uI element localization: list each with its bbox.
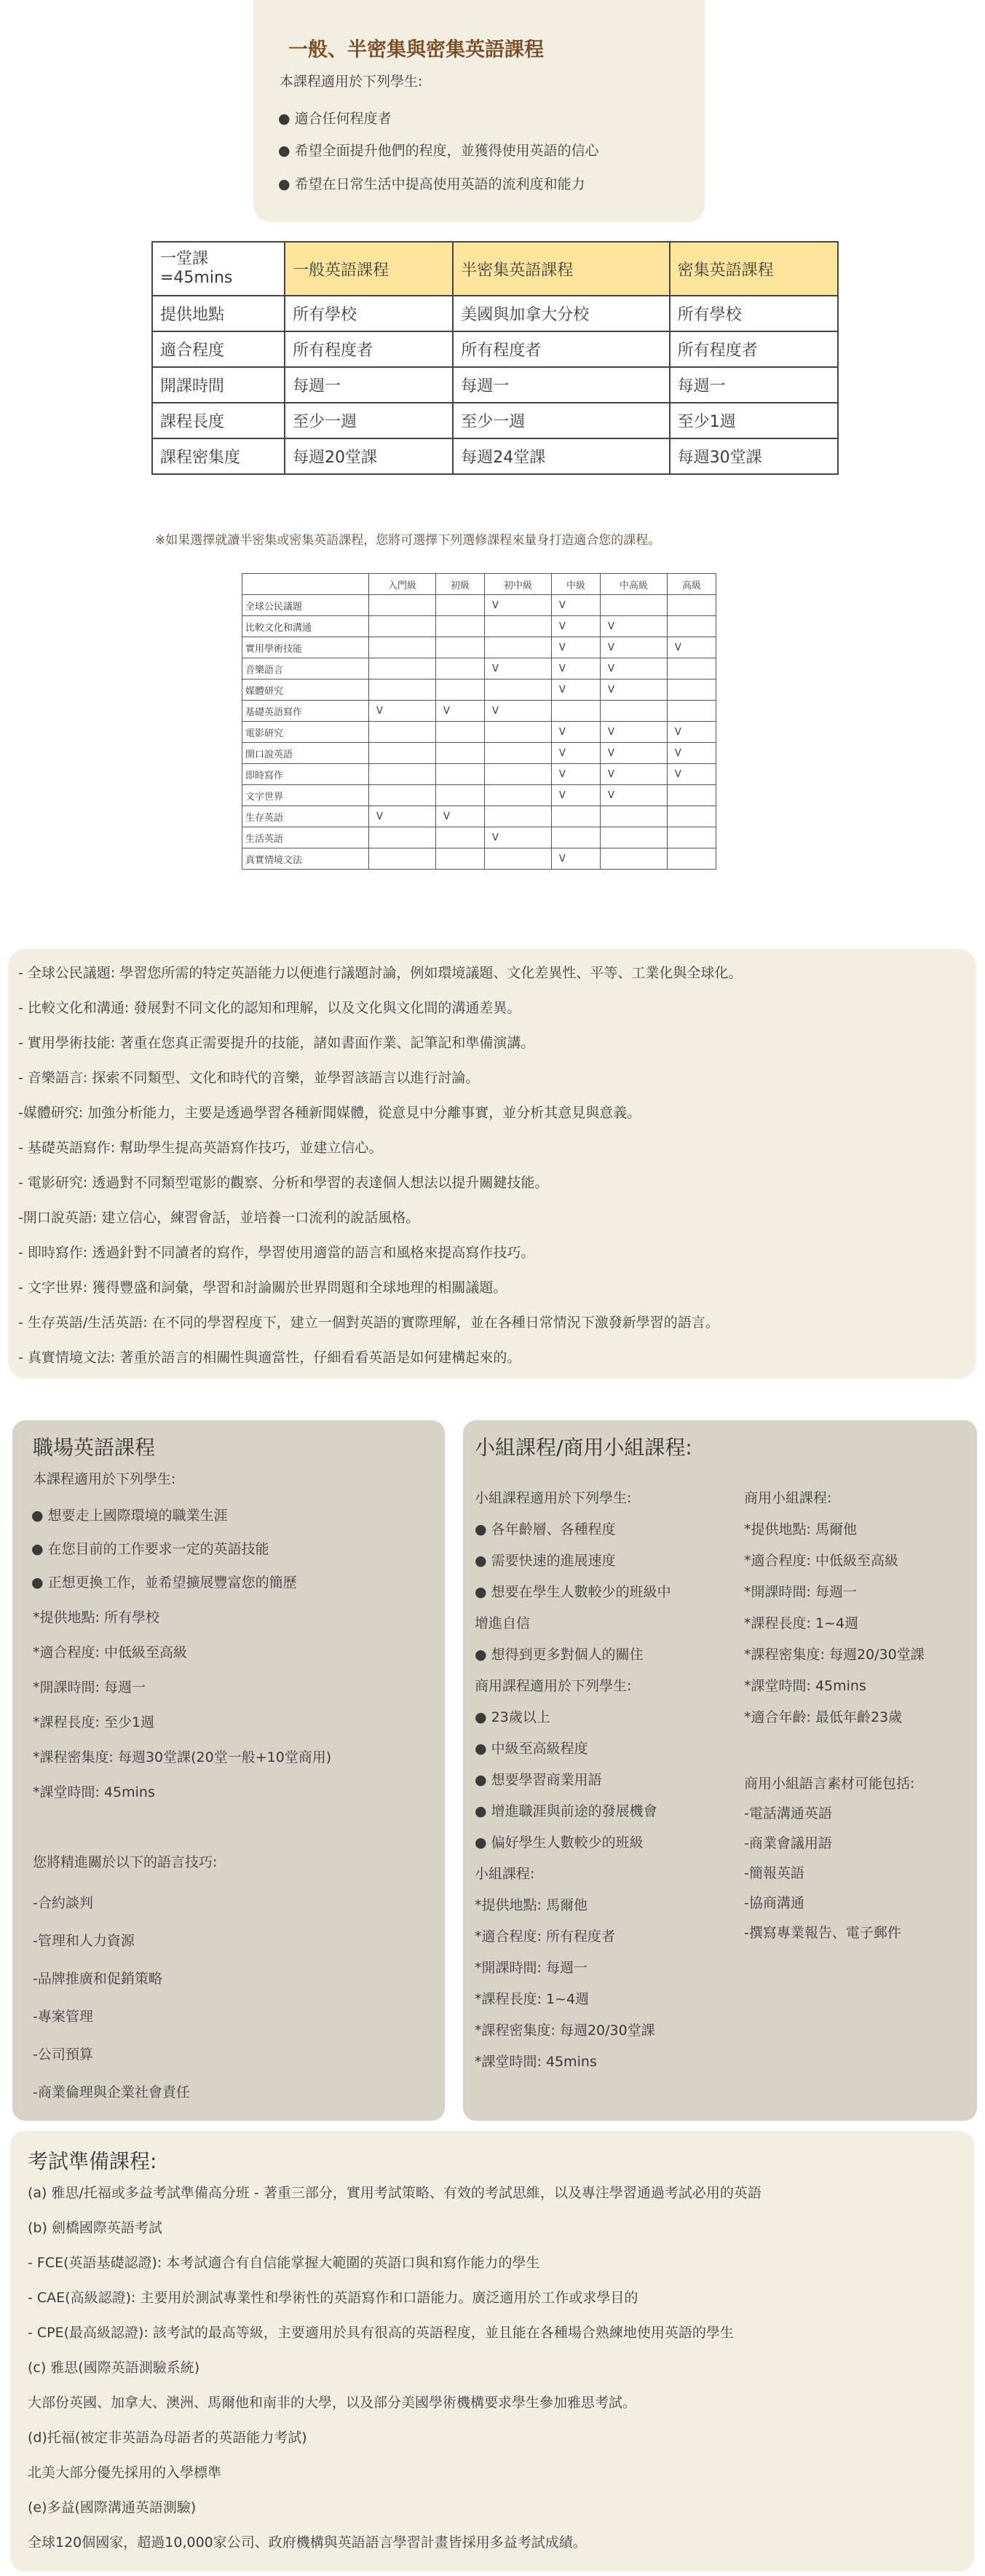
group-line: *課堂時間: 45mins xyxy=(475,2054,597,2070)
table-row xyxy=(242,595,716,616)
material-item: -協商溝通 xyxy=(744,1895,804,1911)
table-cell xyxy=(435,680,484,701)
table-cell: 至少一週 xyxy=(453,403,669,438)
workplace-detail: *適合程度: 中低級至高級 xyxy=(33,1645,187,1661)
elective-definitions-panel xyxy=(8,949,976,1379)
workplace-detail: *課堂時間: 45mins xyxy=(33,1784,155,1800)
group-line: ● 增進職涯與前途的發展機會 xyxy=(475,1800,657,1820)
exam-line: - CPE(最高級認證): 該考試的最高等級，主要適用於具有很高的英語程度，並且能在各種場合熟練地使用英語的學生 xyxy=(28,2325,734,2341)
exam-line: (e)多益(國際溝通英語測驗) xyxy=(28,2500,197,2516)
table-cell: V xyxy=(484,827,551,848)
workplace-skill: -專案管理 xyxy=(33,2009,93,2025)
table-cell xyxy=(369,658,436,680)
table-cell xyxy=(667,658,716,680)
table-cell: 課程密集度 xyxy=(152,438,285,474)
table-cell xyxy=(435,637,484,658)
table-cell: V xyxy=(551,637,600,658)
table-cell: 每週20堂課 xyxy=(285,438,453,474)
elective-note: ※如果選擇就讀半密集或密集英語課程，您將可選擇下列選修課程來量身打造適合您的課程。 xyxy=(155,533,661,548)
workplace-skill: -合約談判 xyxy=(33,1895,93,1911)
business-group-line: *開課時間: 每週一 xyxy=(744,1584,857,1600)
group-line: 增進自信 xyxy=(475,1615,531,1631)
table-cell xyxy=(369,595,436,616)
table-row xyxy=(242,785,716,806)
table-header: 一般英語課程 xyxy=(285,242,453,296)
group-line: *課程密集度: 每週20/30堂課 xyxy=(475,2022,655,2039)
table-cell xyxy=(435,658,484,680)
table-row xyxy=(242,848,716,870)
exam-line: 北美大部分優先採用的入學標準 xyxy=(28,2465,222,2481)
business-group-line: *課程長度: 1~4週 xyxy=(744,1615,859,1631)
table-row xyxy=(242,637,716,658)
group-line: ● 各年齡層、各種程度 xyxy=(475,1519,616,1538)
table-cell: 開課時間 xyxy=(152,367,285,403)
definition-item: - 實用學術技能: 著重在您真正需要提升的技能，諸如書面作業、記筆記和準備演講。 xyxy=(18,1035,535,1051)
table-cell xyxy=(484,680,551,701)
material-item: -商業會議用語 xyxy=(744,1835,832,1851)
table-cell xyxy=(369,722,436,743)
exam-line: 大部份英國、加拿大、澳洲、馬爾他和南非的大學，以及部分美國學術機構要求學生參加雅思考試。 xyxy=(28,2395,637,2411)
table-cell: V xyxy=(600,722,667,743)
group-title: 小組課程/商用小組課程: xyxy=(475,1435,692,1460)
table-row xyxy=(242,680,716,701)
table-cell: V xyxy=(435,806,484,827)
table-cell xyxy=(484,616,551,637)
table-cell xyxy=(484,806,551,827)
table-cell: 所有程度者 xyxy=(285,331,453,367)
table-cell: V xyxy=(551,848,600,870)
table-header: 高級 xyxy=(667,574,716,595)
workplace-bullet: ● 想要走上國際環境的職業生涯 xyxy=(31,1505,228,1524)
material-item: -電話溝通英語 xyxy=(744,1805,832,1821)
table-row xyxy=(242,806,716,827)
group-line: ● 想要在學生人數較少的班級中 xyxy=(475,1581,671,1601)
table-cell: V xyxy=(369,806,436,827)
business-group-line: *適合年齡: 最低年齡23歲 xyxy=(744,1709,903,1725)
table-row xyxy=(242,722,716,743)
table-cell: 每週一 xyxy=(670,367,838,403)
table-cell: V xyxy=(435,701,484,722)
table-cell: 每週30堂課 xyxy=(670,438,838,474)
workplace-bullet: ● 在您目前的工作要求一定的英語技能 xyxy=(31,1538,269,1558)
table-cell xyxy=(369,827,436,848)
table-cell: V xyxy=(551,743,600,764)
table-row xyxy=(242,827,716,848)
table-cell: 比較文化和溝通 xyxy=(242,616,369,637)
table-cell xyxy=(369,616,436,637)
table-cell xyxy=(667,785,716,806)
table-cell: 所有學校 xyxy=(285,296,453,331)
table-cell xyxy=(667,806,716,827)
table-cell: 每週24堂課 xyxy=(453,438,669,474)
table-cell: 至少一週 xyxy=(285,403,453,438)
table-row xyxy=(242,743,716,764)
table-cell: 媒體研究 xyxy=(242,680,369,701)
definition-item: - 音樂語言: 探索不同類型、文化和時代的音樂，並學習該語言以進行討論。 xyxy=(18,1070,480,1086)
group-line: 商用課程適用於下列學生: xyxy=(475,1678,632,1694)
course-comparison-table xyxy=(151,241,839,475)
table-cell xyxy=(369,743,436,764)
table-cell: 每週一 xyxy=(453,367,669,403)
definition-item: - 比較文化和溝通: 發展對不同文化的認知和理解，以及文化與文化間的溝通差異。 xyxy=(18,1000,521,1016)
table-cell xyxy=(484,848,551,870)
table-cell: 所有程度者 xyxy=(670,331,838,367)
table-cell xyxy=(369,764,436,785)
table-cell: 音樂語言 xyxy=(242,658,369,680)
table-cell: V xyxy=(369,701,436,722)
definition-item: - 全球公民議題: 學習您所需的特定英語能力以便進行議題討論，例如環境議題、文化差異性、平等、工業化與全球化。 xyxy=(18,965,743,981)
definition-item: - 文字世界: 獲得豐盛和詞彙，學習和討論關於世界問題和全球地理的相關議題。 xyxy=(18,1280,507,1296)
workplace-detail: *開課時間: 每週一 xyxy=(33,1679,146,1695)
table-row xyxy=(242,764,716,785)
exam-line: - FCE(英語基礎認證): 本考試適合有自信能掌握大範圍的英語口與和寫作能力的學生 xyxy=(28,2255,540,2271)
table-header: 中高級 xyxy=(600,574,667,595)
definition-item: - 即時寫作: 透過針對不同讀者的寫作，學習使用適當的語言和風格來提高寫作技巧。 xyxy=(18,1245,535,1261)
group-line: ● 中級至高級程度 xyxy=(475,1738,588,1757)
table-row xyxy=(152,367,838,403)
exam-lines xyxy=(28,2182,967,2561)
workplace-course-panel xyxy=(12,1420,445,2121)
table-cell xyxy=(667,827,716,848)
material-item: -簡報英語 xyxy=(744,1865,804,1881)
definition-item: -開口說英語: 建立信心，練習會話，並培養一口流利的說話風格。 xyxy=(18,1210,420,1226)
group-line: 小組課程適用於下列學生: xyxy=(475,1490,632,1506)
business-group-line: *課堂時間: 45mins xyxy=(744,1678,866,1694)
table-cell: 文字世界 xyxy=(242,785,369,806)
table-cell: 所有學校 xyxy=(670,296,838,331)
table-cell: V xyxy=(484,701,551,722)
workplace-bullet: ● 正想更換工作，並希望擴展豐富您的簡歷 xyxy=(31,1572,297,1591)
group-line: ● 想要學習商業用語 xyxy=(475,1769,602,1789)
business-group-line: 商用小組課程: xyxy=(744,1490,832,1506)
table-cell: 所有程度者 xyxy=(453,331,669,367)
workplace-detail: *提供地點: 所有學校 xyxy=(33,1610,159,1626)
table-cell xyxy=(435,722,484,743)
business-group-line: *適合程度: 中低級至高級 xyxy=(744,1553,898,1569)
table-cell: V xyxy=(667,637,716,658)
workplace-skill: -公司預算 xyxy=(33,2047,93,2063)
definition-item: -媒體研究: 加強分析能力，主要是透過學習各種新聞媒體，從意見中分離事實，並分析其意見與意義。 xyxy=(18,1105,641,1121)
table-cell: 生存英語 xyxy=(242,806,369,827)
table-cell: V xyxy=(551,680,600,701)
definition-item: - 電影研究: 透過對不同類型電影的觀察、分析和學習的表達個人想法以提升關鍵技能。 xyxy=(18,1175,549,1191)
intro-subtitle: 本課程適用於下列學生: xyxy=(280,74,423,90)
table-cell xyxy=(369,680,436,701)
table-cell: 生活英語 xyxy=(242,827,369,848)
table-cell xyxy=(484,637,551,658)
table-cell xyxy=(600,827,667,848)
workplace-subtitle: 本課程適用於下列學生: xyxy=(33,1471,176,1487)
group-line: ● 23歲以上 xyxy=(475,1706,550,1726)
table-cell: V xyxy=(600,680,667,701)
table-cell xyxy=(667,616,716,637)
group-line: ● 需要快速的進展速度 xyxy=(475,1550,616,1569)
table-cell: V xyxy=(667,764,716,785)
table-cell: 美國與加拿大分校 xyxy=(453,296,669,331)
exam-line: (b) 劍橋國際英語考試 xyxy=(28,2220,162,2236)
table-cell: V xyxy=(600,658,667,680)
table-cell xyxy=(435,743,484,764)
table-cell: 電影研究 xyxy=(242,722,369,743)
materials-title: 商用小組語言素材可能包括: xyxy=(744,1776,915,1792)
table-cell xyxy=(369,637,436,658)
table-cell: V xyxy=(600,785,667,806)
table-cell: V xyxy=(600,743,667,764)
definition-item: - 真實情境文法: 著重於語言的相關性與適當性，仔細看看英語是如何建構起來的。 xyxy=(18,1350,521,1366)
table-cell xyxy=(600,806,667,827)
exam-title: 考試準備課程: xyxy=(28,2149,157,2173)
table-cell: 至少1週 xyxy=(670,403,838,438)
exam-line: 全球120個國家，超過10,000家公司、政府機構與英語語言學習計畫皆採用多益考試成績。 xyxy=(28,2534,587,2551)
table-cell xyxy=(435,764,484,785)
business-group-line: *課程密集度: 每週20/30堂課 xyxy=(744,1647,925,1663)
workplace-skills-title: 您將精進關於以下的語言技巧: xyxy=(33,1854,218,1870)
table-cell: V xyxy=(551,722,600,743)
table-header: 中級 xyxy=(551,574,600,595)
group-line: *適合程度: 所有程度者 xyxy=(475,1929,615,1945)
exam-line: - CAE(高級認證): 主要用於測試專業性和學術性的英語寫作和口語能力。廣泛適用於工作或求學目的 xyxy=(28,2290,638,2306)
table-cell xyxy=(600,701,667,722)
group-left-column xyxy=(475,1487,751,2084)
business-group-line: *提供地點: 馬爾他 xyxy=(744,1521,857,1537)
elective-table xyxy=(242,573,716,870)
table-cell xyxy=(435,848,484,870)
exam-line: (c) 雅思(國際英語測驗系統) xyxy=(28,2360,200,2376)
table-cell xyxy=(369,848,436,870)
table-row xyxy=(152,331,838,367)
table-cell: V xyxy=(551,764,600,785)
intro-bullet: ● 希望在日常生活中提高使用英語的流利度和能力 xyxy=(278,173,585,193)
table-cell xyxy=(551,827,600,848)
table-cell: V xyxy=(667,743,716,764)
group-right-column xyxy=(744,1487,970,1939)
table-cell xyxy=(369,785,436,806)
table-header: 半密集英語課程 xyxy=(453,242,669,296)
table-cell: V xyxy=(551,658,600,680)
table-header: 入門級 xyxy=(369,574,436,595)
table-cell xyxy=(600,595,667,616)
group-line: *課程長度: 1~4週 xyxy=(475,1991,590,2007)
table-cell: V xyxy=(551,616,600,637)
group-line: *開課時間: 每週一 xyxy=(475,1960,588,1976)
table-cell xyxy=(667,848,716,870)
table-cell xyxy=(484,743,551,764)
table-cell: 課程長度 xyxy=(152,403,285,438)
table-cell: V xyxy=(484,658,551,680)
table-cell xyxy=(435,595,484,616)
table-header: 初級 xyxy=(435,574,484,595)
exam-prep-panel xyxy=(10,2131,974,2572)
intro-bullet: ● 希望全面提升他們的程度，並獲得使用英語的信心 xyxy=(278,140,599,159)
table-row xyxy=(152,242,838,296)
table-cell xyxy=(667,595,716,616)
workplace-detail: *課程密集度: 每週30堂課(20堂一般+10堂商用) xyxy=(33,1749,332,1765)
exam-line: (a) 雅思/托福或多益考試準備高分班 - 著重三部分，實用考試策略、有效的考試思維，以及專注學習通過考試必用的英語 xyxy=(28,2185,762,2201)
table-cell: V xyxy=(551,595,600,616)
group-course-panel xyxy=(463,1420,977,2121)
table-cell xyxy=(484,764,551,785)
table-cell: 每週一 xyxy=(285,367,453,403)
table-cell: 全球公民議題 xyxy=(242,595,369,616)
table-cell xyxy=(435,827,484,848)
table-cell: 真實情境文法 xyxy=(242,848,369,870)
intro-bullet: ● 適合任何程度者 xyxy=(278,108,392,127)
table-cell: V xyxy=(551,785,600,806)
material-item: -撰寫專業報告、電子郵件 xyxy=(744,1925,901,1941)
group-line: *提供地點: 馬爾他 xyxy=(475,1897,588,1913)
group-line: ● 偏好學生人數較少的班級 xyxy=(475,1832,644,1851)
table-cell xyxy=(600,848,667,870)
table-cell xyxy=(484,722,551,743)
table-cell xyxy=(435,616,484,637)
table-row xyxy=(152,296,838,331)
table-row xyxy=(242,574,716,595)
intro-title: 一般、半密集與密集英語課程 xyxy=(288,39,544,61)
workplace-skill: -品牌推廣和促銷策略 xyxy=(33,1971,162,1987)
table-cell: 適合程度 xyxy=(152,331,285,367)
definition-item: - 生存英語/生活英語: 在不同的學習程度下，建立一個對英語的實際理解，並在各種日常情況下激發新學習的語言。 xyxy=(18,1315,719,1331)
table-header: 初中級 xyxy=(484,574,551,595)
table-header: 密集英語課程 xyxy=(670,242,838,296)
table-cell xyxy=(551,806,600,827)
intro-panel xyxy=(253,0,705,222)
definition-item: - 基礎英語寫作: 幫助學生提高英語寫作技巧，並建立信心。 xyxy=(18,1140,383,1156)
table-cell: V xyxy=(484,595,551,616)
group-line: 小組課程: xyxy=(475,1866,535,1882)
table-cell: V xyxy=(600,764,667,785)
table-cell xyxy=(484,785,551,806)
table-row xyxy=(242,658,716,680)
table-cell: 一堂課 =45mins xyxy=(152,242,285,296)
table-cell: 實用學術技能 xyxy=(242,637,369,658)
table-cell: 提供地點 xyxy=(152,296,285,331)
table-row xyxy=(152,403,838,438)
table-cell: V xyxy=(600,637,667,658)
workplace-title: 職場英語課程 xyxy=(33,1435,156,1460)
workplace-skill: -商業倫理與企業社會責任 xyxy=(33,2084,190,2100)
table-row xyxy=(242,616,716,637)
table-cell xyxy=(667,680,716,701)
table-cell xyxy=(551,701,600,722)
table-cell xyxy=(667,701,716,722)
table-header xyxy=(242,574,369,595)
table-cell: 開口說英語 xyxy=(242,743,369,764)
table-cell: 基礎英語寫作 xyxy=(242,701,369,722)
table-cell: V xyxy=(600,616,667,637)
table-cell: 即時寫作 xyxy=(242,764,369,785)
table-cell: V xyxy=(667,722,716,743)
table-cell xyxy=(435,785,484,806)
workplace-skill: -管理和人力資源 xyxy=(33,1933,135,1949)
exam-line: (d)托福(被定非英語為母語者的英語能力考試) xyxy=(28,2430,307,2446)
table-row xyxy=(152,438,838,474)
table-row xyxy=(242,701,716,722)
workplace-detail: *課程長度: 至少1週 xyxy=(33,1714,155,1730)
group-line: ● 想得到更多對個人的關住 xyxy=(475,1644,644,1663)
